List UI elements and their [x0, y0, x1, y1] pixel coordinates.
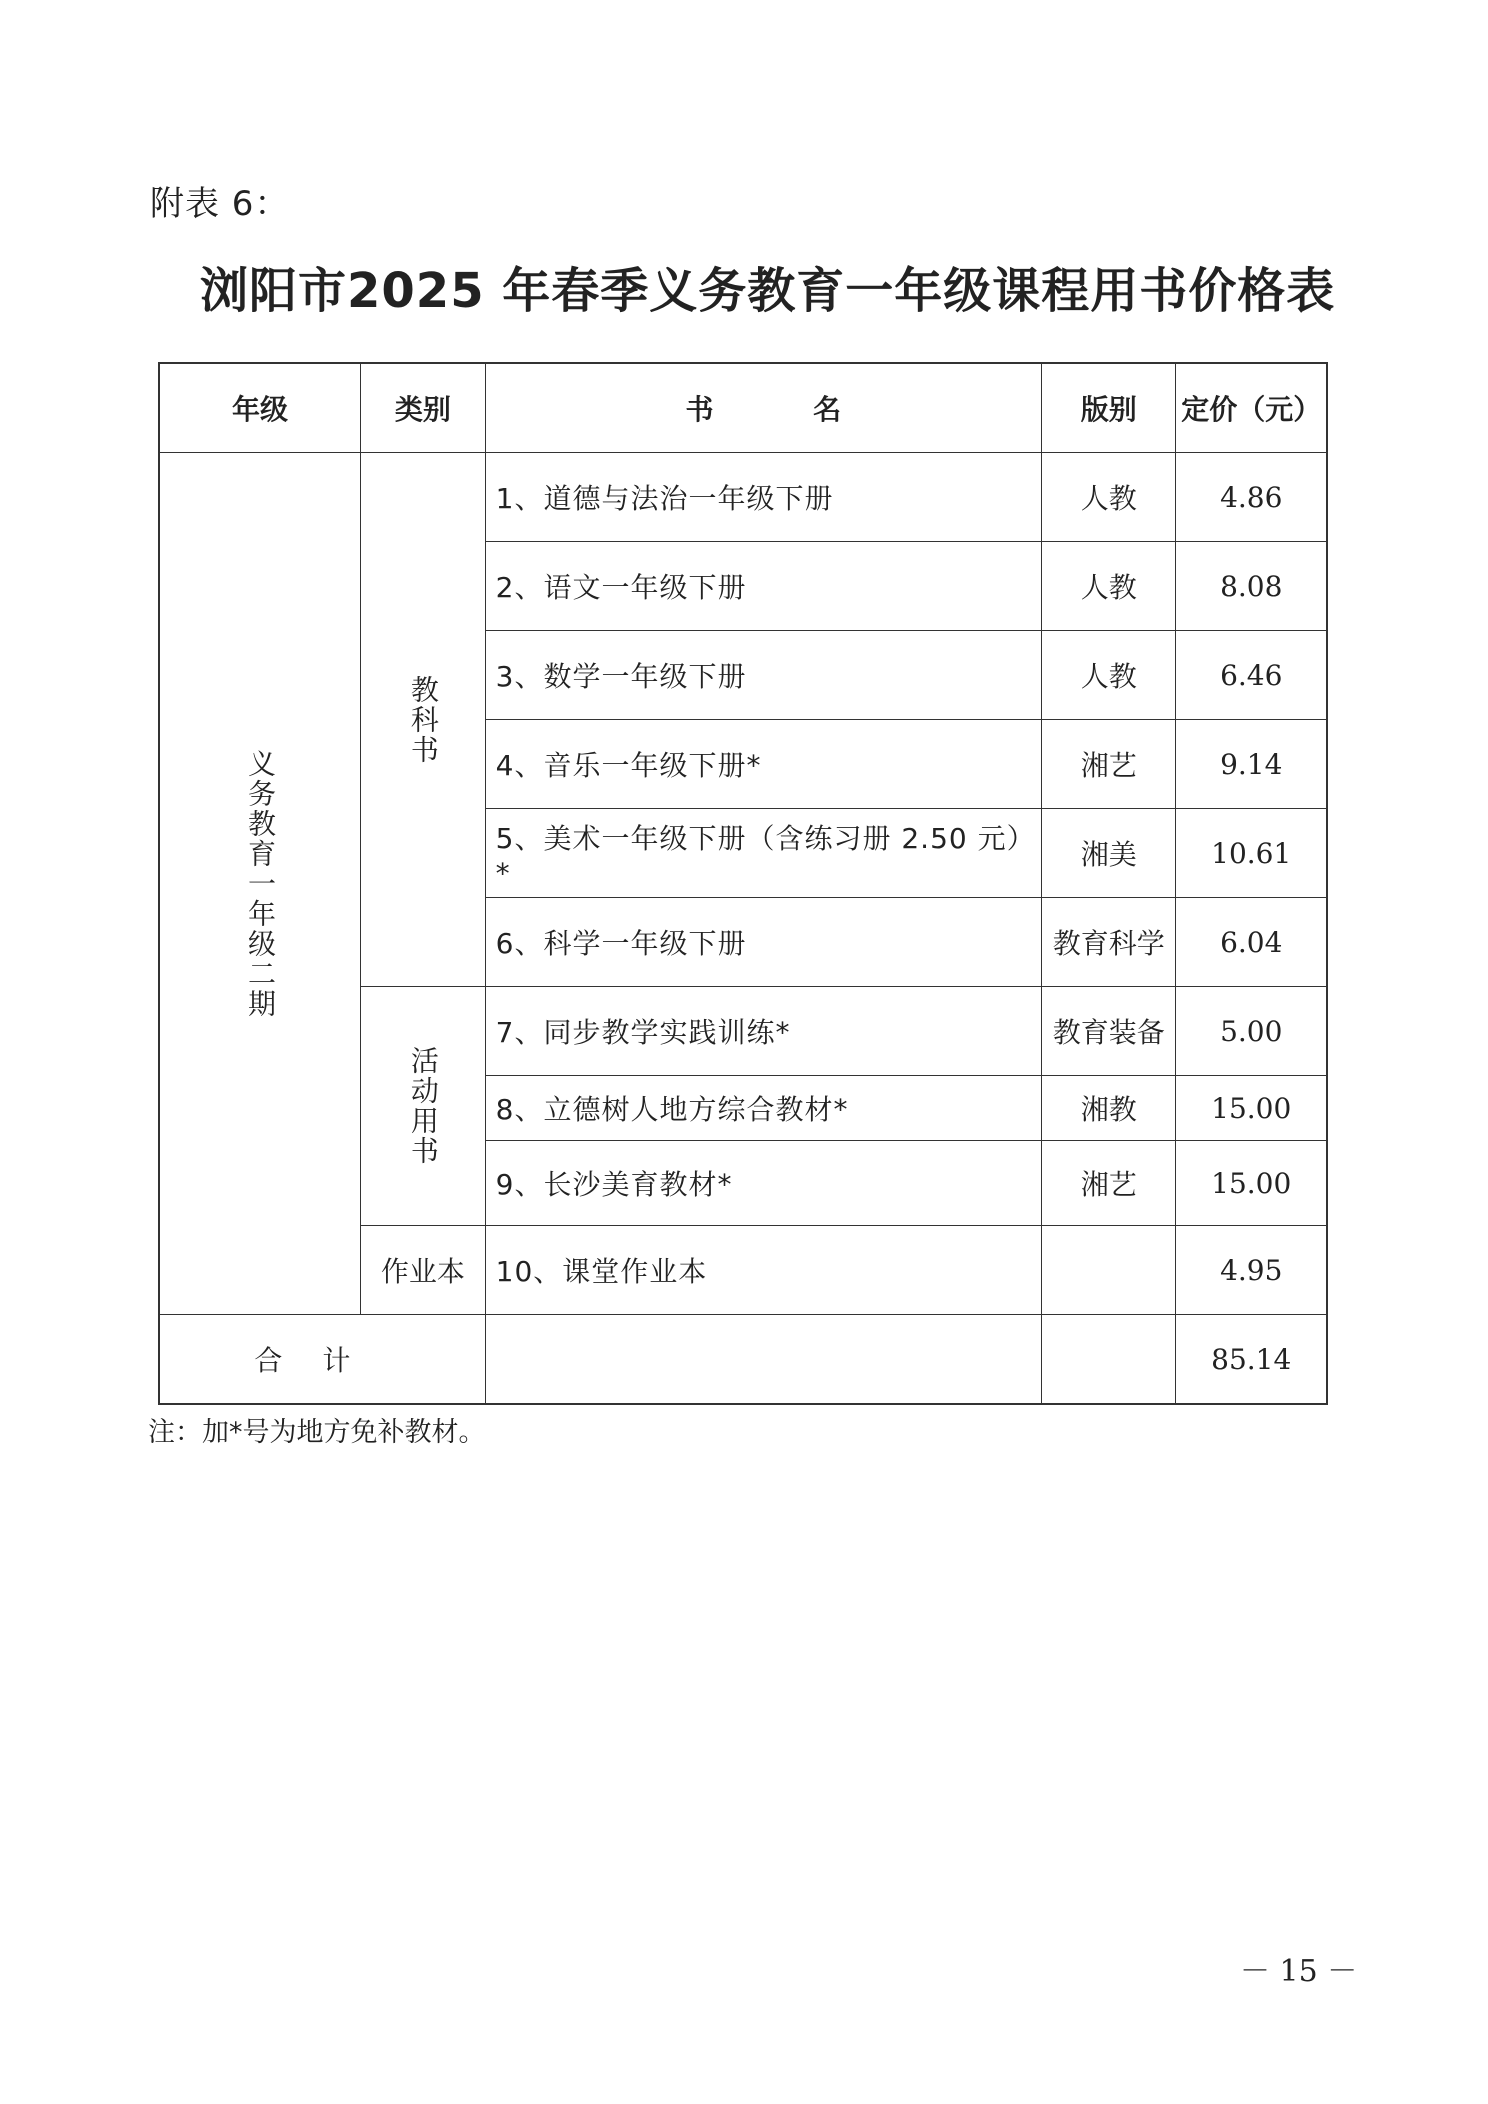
price: 10.61: [1176, 809, 1327, 898]
publisher: 人教: [1041, 542, 1176, 631]
publisher: 教育科学: [1041, 898, 1176, 987]
total-label-cell: [159, 1315, 485, 1405]
book-name: 5、美术一年级下册（含练习册 2.50 元）*: [485, 809, 1041, 898]
price: 6.04: [1176, 898, 1327, 987]
publisher: 人教: [1041, 631, 1176, 720]
header-book-name: [485, 363, 1041, 453]
total-empty-name: [485, 1315, 1041, 1405]
category-activity: 活动用书: [406, 1046, 440, 1166]
book-name: 6、科学一年级下册: [485, 898, 1041, 987]
category-cell-activity: [361, 987, 486, 1226]
price: 6.46: [1176, 631, 1327, 720]
price: 15.00: [1176, 1141, 1327, 1226]
publisher: 人教: [1041, 453, 1176, 542]
attachment-label: 附表 6：: [150, 184, 290, 224]
publisher: 湘美: [1041, 809, 1176, 898]
price: 4.86: [1176, 453, 1327, 542]
grade-cell: [159, 453, 361, 1315]
book-name: 7、同步教学实践训练*: [485, 987, 1041, 1076]
page-title: 浏阳市2025 年春季义务教育一年级课程用书价格表: [200, 263, 1336, 319]
category-workbook: 作业本: [361, 1226, 486, 1315]
publisher: 湘教: [1041, 1076, 1176, 1141]
header-publisher: 版别: [1041, 363, 1176, 453]
header-book-name-left: 书: [685, 393, 714, 426]
header-price: 定价（元）: [1176, 363, 1327, 453]
publisher: 湘艺: [1041, 1141, 1176, 1226]
category-textbook: 教科书: [406, 674, 440, 765]
price: 5.00: [1176, 987, 1327, 1076]
header-row: [159, 363, 1327, 453]
price: 4.95: [1176, 1226, 1327, 1315]
total-label: 合计: [254, 1344, 391, 1377]
book-name: 10、课堂作业本: [485, 1226, 1041, 1315]
price: 9.14: [1176, 720, 1327, 809]
book-name: 4、音乐一年级下册*: [485, 720, 1041, 809]
publisher: 教育装备: [1041, 987, 1176, 1076]
grade-label: 义务教育一年级二期: [244, 748, 277, 1019]
price: 15.00: [1176, 1076, 1327, 1141]
book-name: 1、道德与法治一年级下册: [485, 453, 1041, 542]
page-number: － 15 －: [1240, 1954, 1358, 1989]
footnote: 注：加*号为地方免补教材。: [148, 1417, 486, 1448]
book-name: 9、长沙美育教材*: [485, 1141, 1041, 1226]
publisher: [1041, 1226, 1176, 1315]
category-cell-textbook: [361, 453, 486, 987]
book-name: 3、数学一年级下册: [485, 631, 1041, 720]
price: 8.08: [1176, 542, 1327, 631]
header-grade: 年级: [159, 363, 361, 453]
publisher: 湘艺: [1041, 720, 1176, 809]
total-price: 85.14: [1176, 1315, 1327, 1405]
header-category: 类别: [361, 363, 486, 453]
price-table: [158, 362, 1328, 1405]
header-book-name-right: 名: [813, 393, 842, 426]
book-name: 2、语文一年级下册: [485, 542, 1041, 631]
total-empty-publisher: [1041, 1315, 1176, 1405]
total-row: [159, 1315, 1327, 1405]
book-name: 8、立德树人地方综合教材*: [485, 1076, 1041, 1141]
table-row: [159, 453, 1327, 542]
